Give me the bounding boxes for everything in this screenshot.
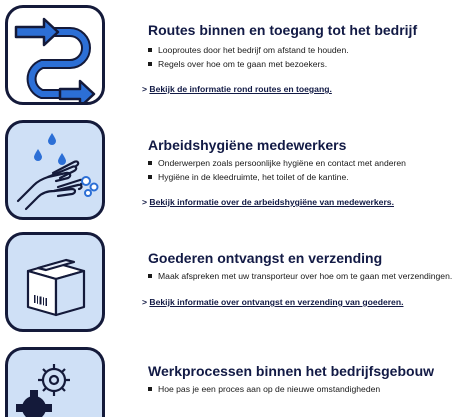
list-item: Regels over hoe om te gaan met bezoekers.	[148, 57, 349, 71]
more-prefix: >	[142, 84, 148, 94]
list-item: Maak afspreken met uw transporteur over hoe om te gaan met verzendingen.	[148, 269, 452, 283]
section-title: Goederen ontvangst en verzending	[148, 250, 383, 266]
more-link-row	[142, 84, 332, 94]
list-item: Hygiëne in de kleedruimte, het toilet of de kantine.	[148, 170, 406, 184]
more-prefix: >	[142, 197, 148, 207]
section-title: Werkprocessen binnen het bedrijfsgebouw	[148, 363, 435, 379]
package-box-icon	[8, 235, 102, 329]
more-link-hygiene[interactable]: Bekijk informatie over de arbeidshygiëne van medewerkers.	[149, 197, 394, 207]
hand-washing-icon	[8, 123, 102, 217]
more-link-goods[interactable]: Bekijk informatie over ontvangst en verzending van goederen.	[149, 297, 404, 307]
more-link-row	[142, 197, 394, 207]
more-prefix: >	[142, 297, 148, 307]
routes-arrows-icon	[8, 8, 102, 102]
list-item: Onderwerpen zoals persoonlijke hygiëne en contact met anderen	[148, 156, 406, 170]
goods-tile	[5, 232, 105, 332]
section-hygiene	[0, 115, 460, 230]
section-goods	[0, 230, 460, 345]
more-link-routes[interactable]: Bekijk de informatie rond routes en toegang.	[149, 84, 332, 94]
gears-icon	[8, 350, 102, 417]
bullet-list	[148, 382, 380, 396]
section-title: Routes binnen en toegang tot het bedrijf	[148, 22, 418, 38]
routes-tile	[5, 5, 105, 105]
bullet-list	[148, 156, 406, 184]
hygiene-tile	[5, 120, 105, 220]
bullet-list	[148, 43, 349, 71]
list-item: Looproutes door het bedrijf om afstand te houden.	[148, 43, 349, 57]
section-processes	[0, 345, 460, 400]
bullet-list	[148, 269, 452, 283]
list-item: Hoe pas je een proces aan op de nieuwe omstandigheden	[148, 382, 380, 396]
section-routes	[0, 0, 460, 115]
processes-tile	[5, 347, 105, 417]
section-title: Arbeidshygiëne medewerkers	[148, 137, 347, 153]
more-link-row	[142, 297, 403, 307]
